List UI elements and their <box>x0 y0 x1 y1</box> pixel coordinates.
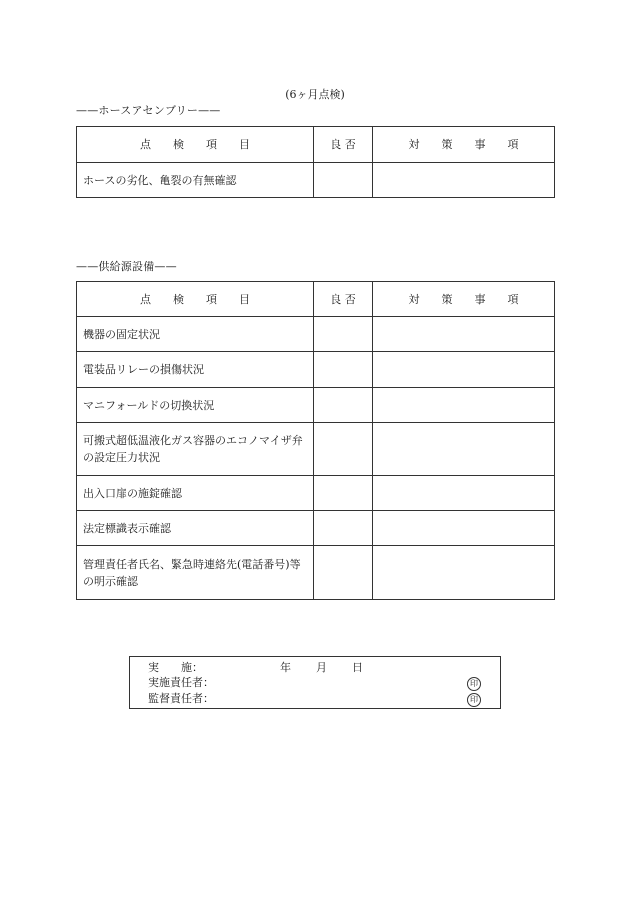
item-cell: 管理責任者氏名、緊急時連絡先(電話番号)等の明示確認 <box>77 546 314 600</box>
table-row <box>77 388 555 423</box>
item-cell: 可搬式超低温液化ガス容器のエコノマイザ弁の設定圧力状況 <box>77 423 314 476</box>
action-cell[interactable] <box>373 423 555 476</box>
item-cell: 電装品リレーの損傷状況 <box>77 352 314 388</box>
item-cell: マニフォールドの切換状況 <box>77 388 314 423</box>
section-title-supply-equipment: ——供給源設備—— <box>76 260 177 273</box>
action-cell[interactable] <box>373 511 555 546</box>
seal-icon: 印 <box>467 677 481 691</box>
table-header-row <box>77 282 555 317</box>
item-cell: ホースの劣化、亀裂の有無確認 <box>77 163 314 198</box>
ok-cell[interactable] <box>314 546 373 600</box>
ok-cell[interactable] <box>314 423 373 476</box>
ok-cell[interactable] <box>314 317 373 352</box>
item-cell: 機器の固定状況 <box>77 317 314 352</box>
action-cell[interactable] <box>373 388 555 423</box>
action-cell[interactable] <box>373 476 555 511</box>
ok-cell[interactable] <box>314 352 373 388</box>
table-header-row <box>77 127 555 163</box>
table-row <box>77 352 555 388</box>
date-day-label: 日 <box>352 661 363 674</box>
table-row <box>77 163 555 198</box>
table-row <box>77 511 555 546</box>
action-cell[interactable] <box>373 546 555 600</box>
table-row <box>77 476 555 511</box>
date-month-label: 月 <box>316 661 327 674</box>
header-action: 対 策 事 項 <box>373 282 555 317</box>
supply-inspection-table <box>76 281 555 600</box>
seal-icon: 印 <box>467 693 481 707</box>
header-action: 対 策 事 項 <box>373 127 555 163</box>
header-ok: 良 否 <box>314 282 373 317</box>
section-title-hose-assembly: ——ホースアセンブリー—— <box>76 104 221 117</box>
table-row <box>77 423 555 476</box>
signature-box <box>129 656 501 709</box>
item-cell: 法定標識表示確認 <box>77 511 314 546</box>
item-cell: 出入口扉の施錠確認 <box>77 476 314 511</box>
date-year-label: 年 <box>280 661 291 674</box>
ok-cell[interactable] <box>314 163 373 198</box>
implementation-manager-label: 実施責任者： <box>148 676 214 689</box>
table-row <box>77 546 555 600</box>
page-heading: (6ヶ月点検) <box>285 88 345 101</box>
ok-cell[interactable] <box>314 388 373 423</box>
table-row <box>77 317 555 352</box>
supervisor-label: 監督責任者： <box>148 692 214 705</box>
hose-inspection-table <box>76 126 555 198</box>
action-cell[interactable] <box>373 352 555 388</box>
header-item: 点 検 項 目 <box>77 127 314 163</box>
header-ok: 良 否 <box>314 127 373 163</box>
action-cell[interactable] <box>373 317 555 352</box>
ok-cell[interactable] <box>314 476 373 511</box>
implementation-date-label: 実 施： <box>148 661 203 674</box>
header-item: 点 検 項 目 <box>77 282 314 317</box>
action-cell[interactable] <box>373 163 555 198</box>
ok-cell[interactable] <box>314 511 373 546</box>
